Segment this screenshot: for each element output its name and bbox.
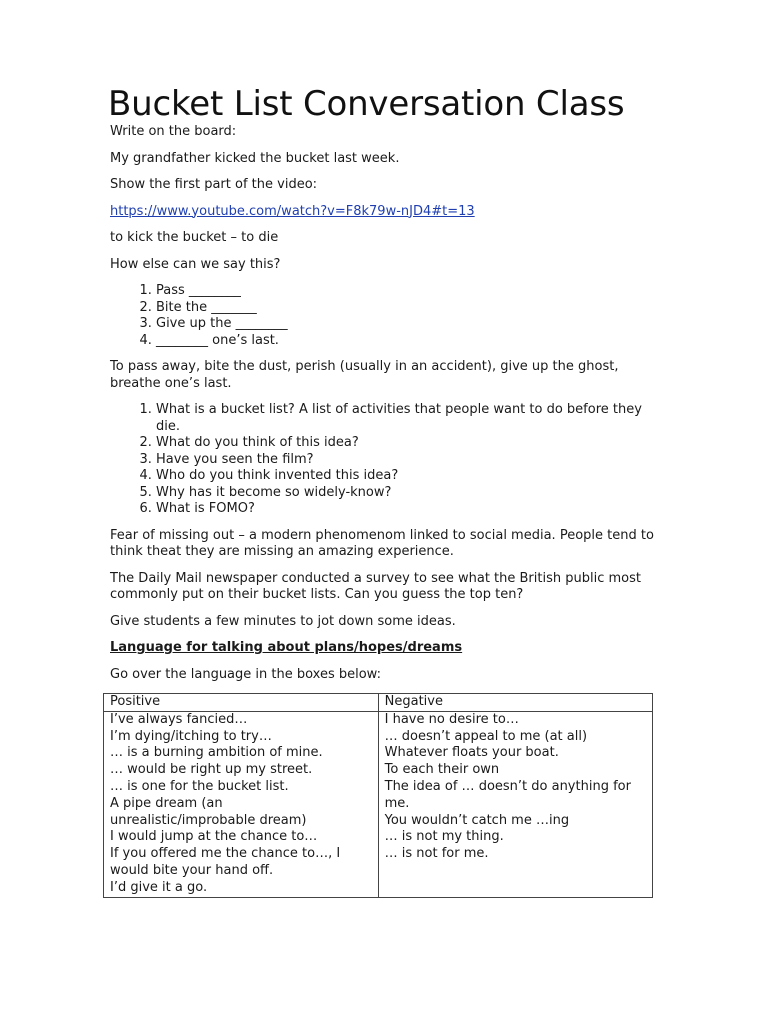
list-item: 2. What do you think of this idea? <box>156 435 655 452</box>
negative-phrase: The idea of … doesn’t do anything for me. <box>384 778 631 811</box>
negative-phrase: Whatever floats your boat. <box>384 745 559 761</box>
table-header-positive: Positive <box>104 694 379 712</box>
discussion-question-list <box>110 402 655 518</box>
page-title: Bucket List Conversation Class <box>108 84 625 124</box>
document-page <box>110 84 655 898</box>
table-row <box>104 711 653 897</box>
list-item: 3. Give up the ________ <box>156 316 655 333</box>
list-item: 5. Why has it become so widely-know? <box>156 485 655 502</box>
list-item: 3. Have you seen the film? <box>156 452 655 469</box>
positive-phrase: I’d give it a go. <box>110 879 208 895</box>
positive-phrase: … is one for the bucket list. <box>110 778 289 794</box>
list-item: 2. Bite the _______ <box>156 300 655 317</box>
negative-phrase: You wouldn’t catch me …ing <box>384 812 570 828</box>
positive-phrase: … would be right up my street. <box>110 762 313 778</box>
table-header-negative: Negative <box>378 694 652 712</box>
survey-paragraph: The Daily Mail newspaper conducted a survey to see what the British public most commonly put on their bucket lists. Can you guess the top ten? <box>110 570 641 602</box>
fomo-paragraph: Fear of missing out – a modern phenomenom linked to social media. People tend to think theat they are missing an amazing experience. <box>110 527 654 559</box>
video-link-paragraph <box>110 204 655 221</box>
positive-phrase: If you offered me the chance to…, I would bite your hand off. <box>110 846 341 878</box>
positive-cell <box>104 711 379 897</box>
show-video-text: Show the first part of the video: <box>110 177 318 192</box>
list-item: 4. Who do you think invented this idea? <box>156 468 655 485</box>
negative-phrase: … is not my thing. <box>384 829 504 845</box>
positive-phrase: A pipe dream (an unrealistic/improbable dream) <box>110 795 307 828</box>
list-item: 1. What is a bucket list? A list of activities that people want to do before they die. <box>156 402 655 435</box>
positive-phrase: I would jump at the chance to… <box>110 829 318 845</box>
positive-phrase: … is a burning ambition of mine. <box>110 745 323 761</box>
negative-phrase: … doesn’t appeal to me (at all) <box>384 728 588 744</box>
table-header-row <box>104 694 653 712</box>
positive-phrase: I’m dying/itching to try… <box>110 728 272 744</box>
list-item: 6. What is FOMO? <box>156 501 655 518</box>
positive-phrase: I’ve always fancied… <box>110 711 248 727</box>
go-over-text: Go over the language in the boxes below: <box>110 666 381 682</box>
list-item: 4. ________ one’s last. <box>156 333 655 350</box>
synonym-prompt-list <box>110 283 655 349</box>
jot-paragraph: Give students a few minutes to jot down some ideas. <box>110 613 456 629</box>
negative-phrase: I have no desire to… <box>384 711 519 727</box>
negative-phrase: … is not for me. <box>384 846 489 862</box>
language-table <box>103 693 653 898</box>
list-item: 1. Pass ________ <box>156 283 655 300</box>
negative-phrase: To each their own <box>384 762 500 778</box>
question-text: How else can we say this? <box>110 256 281 272</box>
write-on-board-text: Write on the board: <box>110 124 237 139</box>
video-link[interactable]: https://www.youtube.com/watch?v=F8k79w-nJD4#t=13 <box>110 203 475 219</box>
negative-cell <box>378 711 652 897</box>
example-sentence: My grandfather kicked the bucket last week. <box>110 150 400 166</box>
language-heading: Language for talking about plans/hopes/dreams <box>110 640 463 655</box>
synonym-answers: To pass away, bite the dust, perish (usually in an accident), give up the ghost, breathe one’s last. <box>110 359 619 391</box>
definition-text: to kick the bucket – to die <box>110 230 279 245</box>
